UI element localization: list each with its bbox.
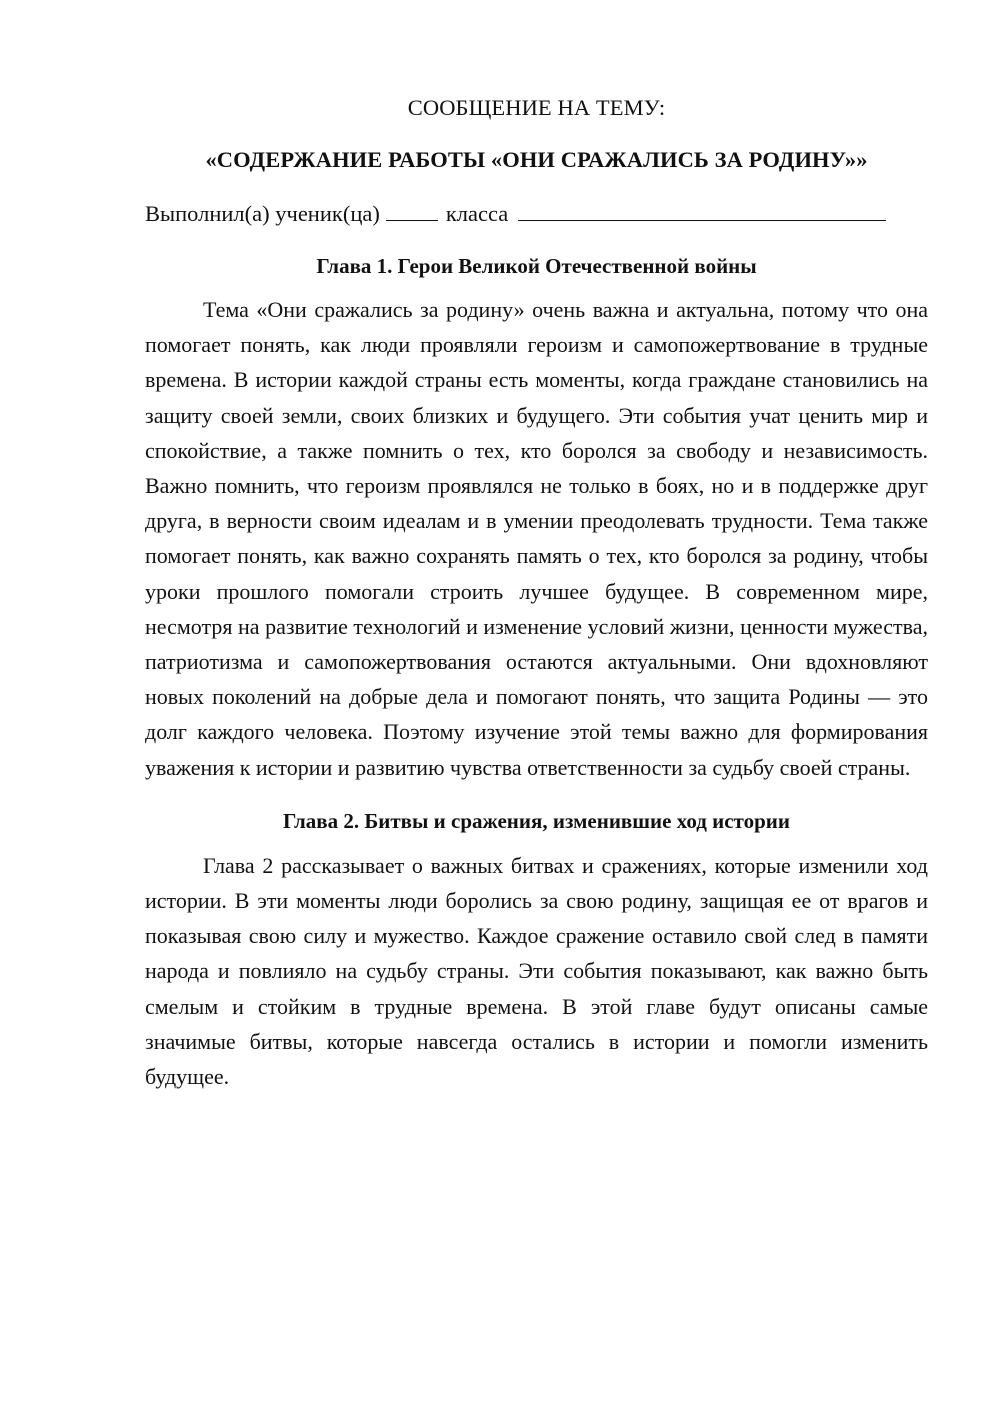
document-title: «СОДЕРЖАНИЕ РАБОТЫ «ОНИ СРАЖАЛИСЬ ЗА РОДИНУ»»	[205, 147, 868, 172]
document-page	[145, 92, 928, 1094]
author-prefix: Выполнил(а) ученик(ца)	[145, 201, 380, 226]
chapter-2-heading: Глава 2. Битвы и сражения, изменившие ход истории	[283, 808, 790, 833]
student-name-blank	[518, 198, 886, 221]
topic-line: СООБЩЕНИЕ НА ТЕМУ:	[407, 95, 666, 120]
author-line	[145, 198, 928, 230]
class-number-blank	[386, 198, 438, 221]
chapter-1-heading: Глава 1. Герои Великой Отечественной войны	[316, 254, 757, 278]
class-word: класса	[445, 201, 509, 226]
chapter-1-paragraph: Тема «Они сражались за родину» очень важна и актуальна, потому что она помогает понять, как люди проявляли героизм и самопожертвование в трудные времена. В истории каждой страны есть моменты, когда граждане становились на защиту своей земли, своих близких и будущего. Эти события учат ценить мир и спокойствие, а также помнить о тех, кто боролся за свободу и независимость. Важно помнить, что героизм проявлялся не только в боях, но и в поддержке друг друга, в верности своим идеалам и в умении преодолевать трудности. Тема также помогает понять, как важно сохранять память о тех, кто боролся за родину, чтобы уроки прошлого помогали строить лучшее будущее. В современном мире, несмотря на развитие технологий и изменение условий жизни, ценности мужества, патриотизма и самопожертвования остаются актуальными. Они вдохновляют новых поколений на добрые дела и помогают понять, что защита Родины — это долг каждого человека. Поэтому изучение этой темы важно для формирования уважения к истории и развитию чувства ответственности за судьбу своей страны.	[145, 297, 928, 780]
chapter-2-paragraph: Глава 2 рассказывает о важных битвах и сражениях, которые изменили ход истории. В эти моменты люди боролись за свою родину, защищая ее от врагов и показывая свою силу и мужество. Каждое сражение оставило свой след в памяти народа и повлияло на судьбу страны. Эти события показывают, как важно быть смелым и стойким в трудные времена. В этой главе будут описаны самые значимые битвы, которые навсегда остались в истории и помогли изменить будущее.	[145, 852, 928, 1090]
